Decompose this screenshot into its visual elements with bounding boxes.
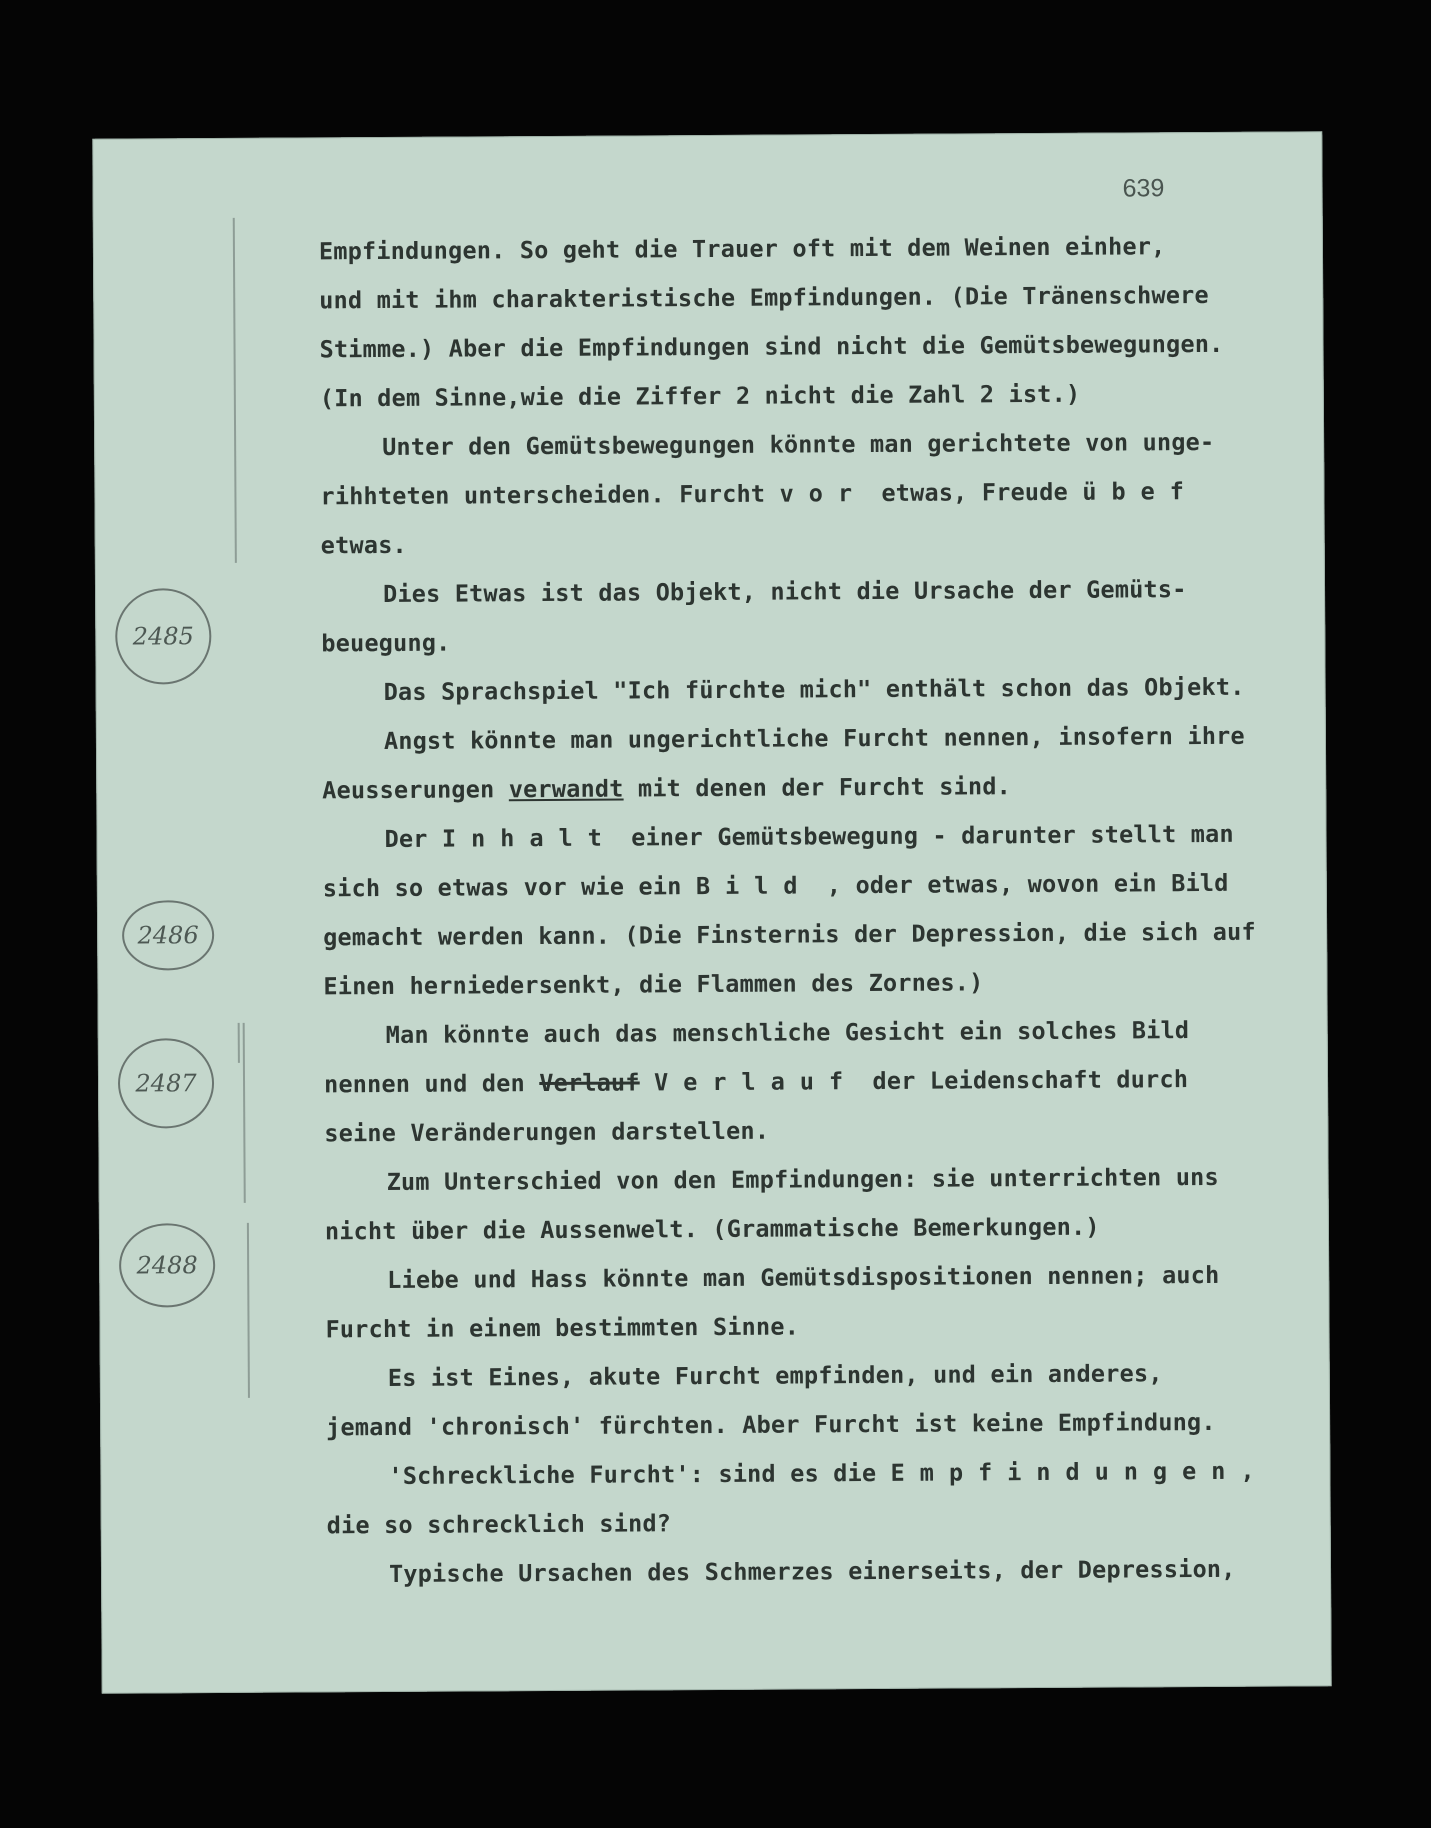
text-line: jemand 'chronisch' fürchten. Aber Furcht ist keine Empfindung. <box>326 1407 1216 1442</box>
text-segment: Der <box>384 824 443 853</box>
text-line: Angst könnte man ungerichtliche Furcht nennen, insofern ihre <box>383 721 1245 756</box>
remark-number-2487: 2487 <box>118 1038 215 1129</box>
document-page <box>92 131 1331 1693</box>
text-line: Furcht in einem bestimmten Sinne. <box>325 1312 800 1344</box>
text-line: Es ist Eines, akute Furcht empfinden, und ein anderes, <box>387 1359 1163 1392</box>
text-segment: , oder etwas, wovon ein Bild <box>812 868 1229 900</box>
spaced-word: Inhalt <box>441 823 617 853</box>
text-segment: sich so etwas vor wie ein <box>322 872 696 903</box>
remark-number-2485: 2485 <box>115 588 212 685</box>
text-segment: einer Gemütsbewegung - darunter stellt man <box>616 819 1234 852</box>
text-line: Einen herniedersenkt, die Flammen des Zornes.) <box>323 968 984 1001</box>
text-segment: rihhteten unterscheiden. Furcht <box>320 479 780 511</box>
text-line <box>322 769 1011 807</box>
text-segment: Aeusserungen <box>322 775 509 805</box>
underlined-word: verwandt <box>508 774 624 804</box>
text-line: (In dem Sinne,wie die Ziffer 2 nicht die Zahl 2 ist.) <box>319 379 1081 413</box>
margin-line <box>243 1023 246 1203</box>
text-line: nicht über die Aussenwelt. (Grammatische Bemerkungen.) <box>324 1212 1100 1246</box>
text-line: Empfindungen. So geht die Trauer oft mit dem Weinen einher, <box>318 232 1166 266</box>
text-segment: etwas, Freude <box>866 477 1083 508</box>
text-line: beuegung. <box>321 628 451 658</box>
spaced-word: Empfindungen <box>890 1456 1241 1487</box>
typewritten-text <box>318 229 1279 1588</box>
remark-number-2486: 2486 <box>122 900 214 971</box>
text-line <box>322 817 1233 857</box>
text-line: Stimme.) Aber die Empfindungen sind nicht die Gemütsbewegungen. <box>319 329 1224 364</box>
spaced-word: Verlauf <box>653 1067 859 1097</box>
margin-line <box>238 1023 240 1063</box>
text-line <box>323 866 1229 906</box>
text-line: seine Veränderungen darstellen. <box>324 1116 770 1148</box>
text-segment: der Leidenschaft durch <box>858 1065 1189 1096</box>
text-segment <box>640 1068 655 1096</box>
text-line: Man könnte auch das menschliche Gesicht ein solches Bild <box>385 1016 1190 1049</box>
text-line: und mit ihm charakteristische Empfindungen. (Die Tränenschwere <box>319 280 1209 315</box>
text-line: Zum Unterschied von den Empfindungen: sie unterrichten uns <box>386 1162 1219 1196</box>
text-segment: , <box>1240 1456 1255 1485</box>
spaced-word: übef <box>1082 477 1199 506</box>
text-line: Liebe und Hass könnte man Gemütsdispositionen nennen; auch <box>387 1260 1220 1294</box>
text-line: Dies Etwas ist das Objekt, nicht die Ursache der Gemüts- <box>382 575 1187 609</box>
text-line <box>320 474 1199 513</box>
text-line <box>324 1062 1188 1101</box>
text-line: etwas. <box>320 530 407 560</box>
margin-line <box>247 1223 250 1398</box>
struck-word: Verlauf <box>539 1068 640 1098</box>
spaced-word: Bild <box>695 871 813 901</box>
spaced-word: vor <box>779 479 868 508</box>
text-line <box>326 1454 1255 1494</box>
margin-line <box>233 218 237 563</box>
page-number: 639 <box>1122 174 1165 203</box>
text-line: Typische Ursachen des Schmerzes einerseits, der Depression, <box>388 1554 1236 1588</box>
text-line: Das Sprachspiel "Ich fürchte mich" enthält schon das Objekt. <box>383 672 1245 707</box>
text-line: Unter den Gemütsbewegungen könnte man gerichtete von unge- <box>382 427 1215 462</box>
text-segment: mit denen der Furcht sind. <box>623 772 1012 803</box>
text-segment: 'Schreckliche Furcht': sind es die <box>388 1458 891 1490</box>
text-line: die so schrecklich sind? <box>326 1509 672 1540</box>
remark-number-2488: 2488 <box>119 1223 216 1308</box>
text-line: gemacht werden kann. (Die Finsternis der Depression, die sich auf <box>323 917 1256 952</box>
text-segment: nennen und den <box>323 1069 540 1099</box>
